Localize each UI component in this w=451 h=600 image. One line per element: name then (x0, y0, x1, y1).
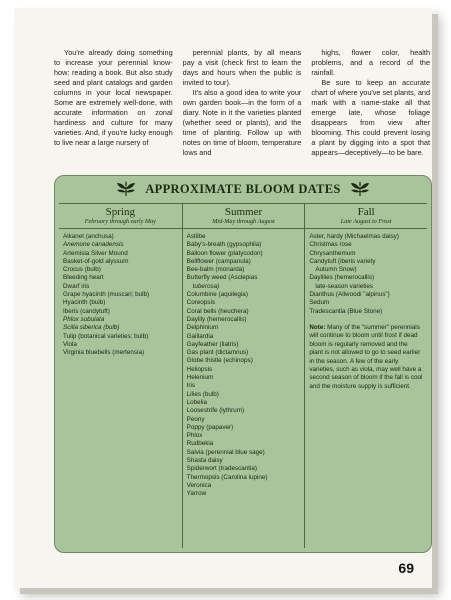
plant-item: Helenium (186, 374, 214, 382)
intro-column-1 (54, 48, 173, 168)
plant-item: Coral bells (heuchera) (186, 307, 249, 315)
season-header (305, 204, 427, 229)
chart-header (55, 178, 431, 200)
plant-item: Thermopsis (Carolina lupine) (186, 473, 268, 481)
season-header (59, 204, 182, 229)
plant-item: Poppy (papaver) (186, 423, 234, 431)
plant-item: Crocus (bulb) (63, 266, 101, 274)
bloom-note (309, 324, 423, 391)
plant-item: Sedum (309, 299, 330, 307)
plant-item: Gaillardia (186, 332, 214, 340)
plant-item: Gayfeather (liatris) (186, 340, 239, 348)
plant-item: Bleeding heart (63, 274, 104, 282)
season-range: February through early May (84, 218, 156, 225)
season-column-spring (59, 204, 182, 548)
plant-item: Candytuft (iberis variety (309, 257, 376, 265)
plant-item: Dwarf iris (63, 282, 90, 290)
plant-item: Gas plant (dictamnus) (186, 349, 249, 357)
intro-paragraph: perennial plants, by all means pay a visit (check first to learn the days and hours when the public is invited to tour). (182, 48, 302, 87)
plant-list (309, 233, 423, 316)
plant-item: Phlox subulata (63, 315, 105, 323)
plant-list (63, 233, 178, 357)
plant-item: Rudbekia (186, 440, 214, 448)
plant-item: Yarrow (186, 490, 207, 498)
plant-item: Butterfly weed (Asclepias (186, 274, 258, 282)
plant-item: Phlox (186, 432, 203, 440)
plant-item: Aster, hardy (Michaelmas daisy) (309, 233, 399, 240)
season-column-summer (182, 204, 305, 548)
plant-item: Heliopsis (186, 365, 213, 373)
plant-item: Lobelia (186, 398, 207, 406)
season-header (183, 204, 305, 229)
intro-text (54, 48, 430, 168)
intro-paragraph: You're already doing something to increase your perennial know-how: reading a book. But also study seed and plant catalogs and garden columns in your local newspaper. Some are extremely well-done, with accurate information on zonal hardiness and culture for many varieties. And, if you're lucky enough to live near a large nursery of (54, 48, 173, 147)
plant-item: Daylily (hemerocallis) (186, 315, 247, 323)
plant-item: Scilla siberica (bulb) (63, 324, 120, 332)
plant-item: Viola (63, 340, 77, 348)
plant-item: Tradescantia (Blue Stone) (309, 307, 383, 315)
season-range: Late August to Frost (340, 218, 392, 225)
intro-paragraph: It's also a good idea to write your own garden book—in the form of a diary. Note in it the varieties planted (whether seed or plants), and the time of planting. Follow up with notes on time of bloom, temperature lows and (182, 88, 302, 157)
plant-item: Anemone canadensis (63, 241, 124, 249)
plant-item: Coreopsis (186, 299, 216, 307)
season-name: Fall (357, 206, 375, 218)
plant-item: Autumn Snow) (315, 266, 357, 274)
plant-item: Iris (186, 382, 196, 390)
leaf-plant-icon (115, 181, 137, 197)
plant-item: Astilbe (186, 233, 206, 240)
plant-item: Spiderwort (tradescantia) (186, 465, 258, 473)
intro-paragraph: highs, flower color, health problems, and a record of the rainfall. (311, 48, 431, 77)
plant-item: Columbine (aquilegia) (186, 291, 248, 299)
plant-item: Dianthus (Allwoodi "alpinus") (309, 291, 390, 299)
note-text: Many of the "summer" perennials will continue to bloom until frost if dead bloom is regularly removed and the plant is not allowed to go to seed earlier in the season. A few of the early varieties, such as viola, may well have a second season of bloom if the fall is cool and the moisture supply is sufficient. (309, 323, 423, 390)
page-number: 69 (398, 560, 414, 576)
plant-item: Virginia bluebells (mertensia) (63, 349, 145, 357)
plant-item: Iberis (candytuft) (63, 307, 110, 315)
plant-item: Grape hyacinth (muscari; bulb) (63, 291, 150, 299)
plant-item: Hyacinth (bulb) (63, 299, 106, 307)
plant-item: Shasta daisy (186, 457, 223, 465)
plant-item: Daylilies (hemerocallis) (309, 274, 375, 282)
plant-item: late-season varieties (315, 282, 374, 290)
season-column-fall (304, 204, 427, 548)
plant-item: Balloon flower (platycodon) (186, 249, 263, 257)
intro-column-3 (311, 48, 430, 168)
intro-column-2 (183, 48, 302, 168)
plant-item: Bee-balm (monarda) (186, 266, 245, 274)
chart-title: APPROXIMATE BLOOM DATES (145, 181, 341, 196)
book-page (14, 8, 432, 588)
plant-item: Bellflower (campanula) (186, 257, 251, 265)
note-label: Note: (309, 323, 326, 331)
plant-item: Alkanet (anchusa) (63, 233, 114, 240)
plant-list (187, 233, 301, 499)
plant-item: Baby's-breath (gypsophila) (186, 241, 262, 249)
plant-item: Lilies (bulb) (186, 390, 219, 398)
bloom-dates-chart (54, 175, 432, 553)
season-name: Summer (224, 206, 263, 218)
plant-item: tuberosa) (192, 282, 220, 290)
plant-item: Artemisia Silver Mound (63, 249, 128, 257)
season-grid (59, 203, 427, 548)
plant-item: Christmas rose (309, 241, 352, 249)
plant-item: Peony (186, 415, 205, 423)
intro-paragraph: Be sure to keep an accurate chart of where you've set plants, and mark with a name-stake all that emerge late, whose foliage disappears from view after blooming. This could prevent losing a plant by digging into a spot that appears—deceptively—to be bare. (311, 78, 431, 157)
season-range: Mid-May through August (212, 218, 275, 225)
plant-item: Chrysanthemum (309, 249, 356, 257)
season-name: Spring (105, 206, 135, 218)
plant-item: Loosestrife (lythrum) (186, 407, 245, 415)
plant-item: Veronica (186, 481, 212, 489)
plant-item: Salvia (perennial blue sage) (186, 448, 265, 456)
plant-item: Basket-of-gold alyssum (63, 257, 129, 265)
plant-item: Tulip (botanical varieties; bulb) (63, 332, 149, 340)
leaf-plant-icon (349, 181, 371, 197)
plant-item: Delphinium (186, 324, 219, 332)
plant-item: Globe thistle (echinops) (186, 357, 253, 365)
